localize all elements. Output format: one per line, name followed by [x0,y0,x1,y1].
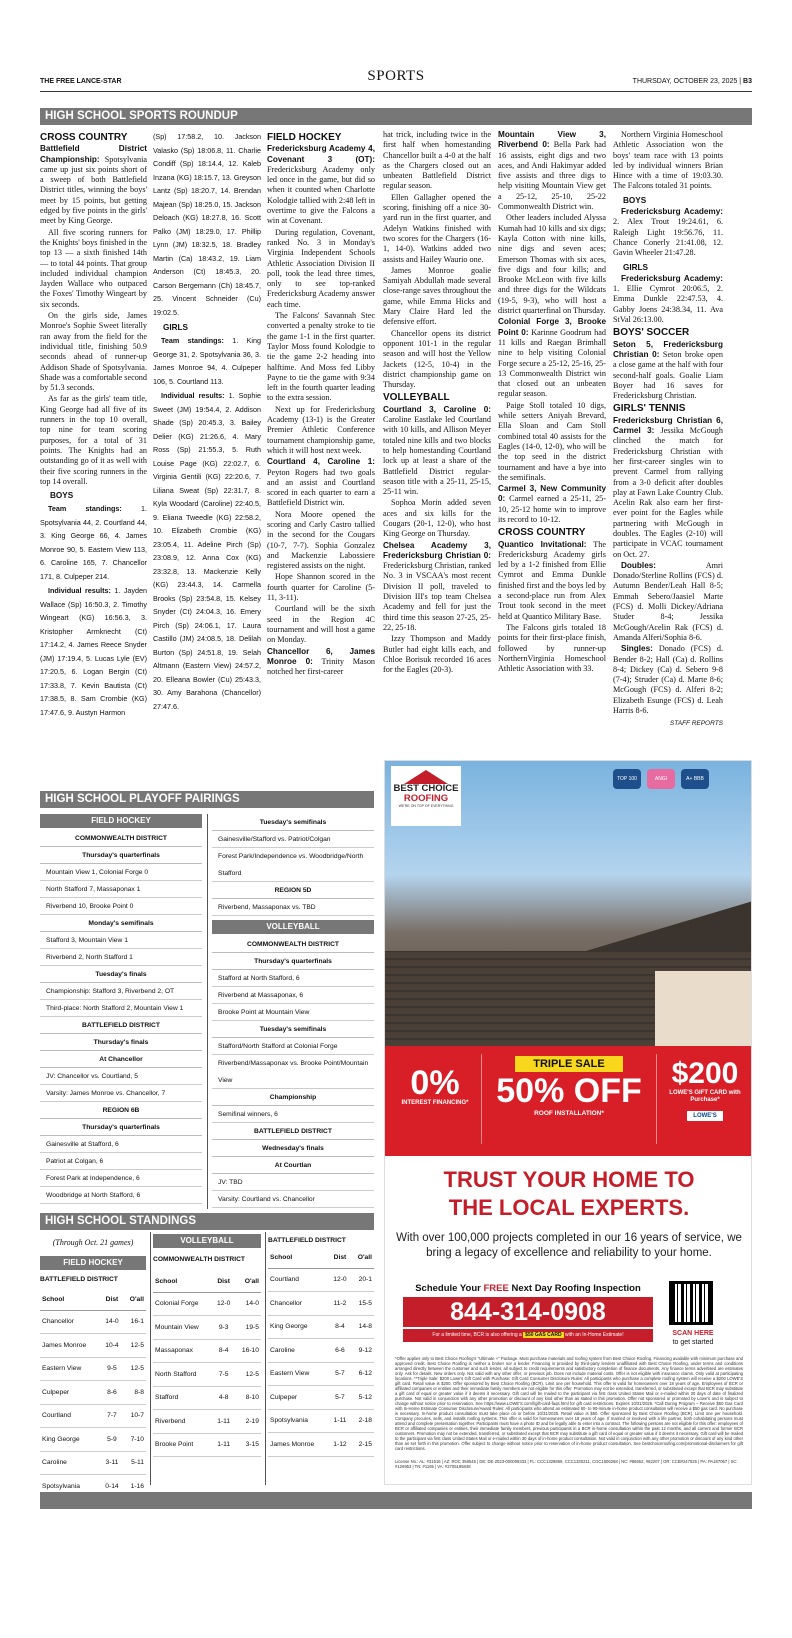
table-row [153,1433,261,1457]
paragraph: Izzy Thompson and Maddy Butler had eight kills each, and Chloe Borisuk recorded 16 aces for the Eagles (20-3). [383,634,491,675]
best-choice-logo [391,766,461,826]
overall-cell: 5-12 [351,1386,374,1410]
paragraph: Battlefield District Championship: Spotsylvania came up just six points short of a sweep of both Battlefield District titles, winning the boys' meet by 15 points, but getting edged by five points in the girls' meet by King George. [40,144,147,226]
school-cell: Culpeper [40,1381,101,1405]
table-row [40,1428,146,1452]
overall-cell: 12-5 [123,1357,146,1381]
dist-cell: 5-9 [101,1428,123,1452]
pairing: North Stafford 7, Massaponax 1 [40,881,202,898]
table-row [40,1404,146,1428]
round-header: Championship [212,1089,374,1106]
district-header: COMMONWEALTH DISTRICT [153,1256,246,1263]
round-header: Thursday's quarterfinals [212,953,374,970]
col-school: School [153,1272,213,1292]
paragraph: Mountain View 3, Riverbend 0: Bella Park had 16 assists, eight digs and two aces, and Andi Hakimyar added five assists and three digs to help visiting Mountain View get a 25-12, 25-10, 25-22 Commonwealth District win. [498,130,606,212]
col-school: School [268,1248,329,1268]
col-dist: Dist [329,1248,351,1268]
table-row [153,1316,261,1340]
date: THURSDAY, OCTOBER 23, 2025 [632,78,738,85]
bbb-badge-icon: A+ BBB [681,769,709,789]
headline-line: THE LOCAL EXPERTS. [448,1195,690,1220]
school-cell: Spotsylvania [40,1475,101,1499]
dist-cell: 4-8 [213,1386,235,1410]
paragraph: On the girls side, James Monroe's Sophie Sweet literally ran away from the field for the individual title, finishing 50.9 seconds ahead of runner-up Addison Shade of Spotsylvania. Shade was a comfortable second by 51.3 seconds. [40,311,147,393]
district-header: BATTLEFIELD DISTRICT [212,1123,374,1140]
round-header: Wednesday's finals [212,1140,374,1157]
paragraph: As far as the girls' team title, King George had all five of its runners in the top 10 overall, top nine for team scoring purposes, for a total of 31 points. The Knights had an outstanding go of it as well with their five scoring runners in the top 14 overall. [40,394,147,486]
paragraph: Paige Stoll totaled 10 digs, while setters Aniyah Brevard, Ella Sloan and Cam Stoll combined total 40 assists for the Eagles (14-0, 12-0), who will be the top seed in the district tournament and have a bye into the semifinals. [498,400,606,482]
lowes-logo: LOWE'S [687,1111,722,1121]
district-header: COMMONWEALTH DISTRICT [40,830,202,847]
round-header: Monday's semifinals [40,915,202,932]
paragraph: Singles: Donado (FCS) d. Bender 8-2; Hall (Ca) d. Rollins 8-4; Dickey (Ca) d. Sebero 9-8 (7-4); Struder (Ca) d. Marte 8-6; McGough (FCS) d. Alferi 8-2; Elizabeth Esunge (FCS) d. Leah Harris 8-6. [613,644,723,716]
paragraph: Courtland 4, Caroline 1: Peyton Rogers had two goals and an assist and Courtland scored in each quarter to earn a Battlefield District win. [267,457,375,508]
school-cell: King George [268,1315,329,1339]
school-cell: Colonial Forge [153,1292,213,1316]
masthead [40,68,752,88]
school-cell: Eastern View [40,1357,101,1381]
playoffs-banner: HIGH SCHOOL PLAYOFF PAIRINGS [40,791,374,808]
school-cell: King George [40,1428,101,1452]
sport-header: FIELD HOCKEY [40,1256,146,1270]
overall-cell: 8-10 [235,1386,261,1410]
paragraph: Chancellor 6, James Monroe 0: Trinity Mason notched her first-career [267,646,375,677]
col-overall: O'all [123,1290,146,1310]
pairing: Riverbend 2, North Stafford 1 [40,949,202,966]
site-header: At Chancellor [40,1051,202,1068]
paragraph: Fredericksburg Academy: 2. Alex Trout 19:24.61, 6. Raleigh Light 19:56.76, 11. Chance Conerly 21:41.08, 12. Gavin Wheeler 21:47.28. [613,207,723,258]
paragraph: Seton 5, Fredericksburg Christian 0: Seton broke open a close game at the half with four second-half goals. Goalie Liam Boyer had 16 saves for Fredericksburg Christian. [613,339,723,401]
standings-banner: HIGH SCHOOL STANDINGS [40,1213,374,1230]
overall-cell: 12-5 [123,1334,146,1358]
paragraph: Colonial Forge 3, Brooke Point 0: Karinne Goodrum had 11 kills and Raegan Brimhall nine to help visiting Colonial Forge secure a 25-12, 25-16, 25-13 Commonwealth District win that closed out an unbeaten regular season. [498,317,606,399]
paragraph: Courtland 3, Caroline 0: Caroline Eastlake led Courtland with 10 kills, and Allison Meyer totaled nine kills and two blocks to help homestanding Courtland lock up at least a share of the Battlefield District regular-season title with a 25-11, 25-15, 25-11 win. [383,404,491,497]
school-cell: Eastern View [268,1362,329,1386]
pairing: Gainesville at Stafford, 6 [40,1136,202,1153]
table-row [40,1357,146,1381]
paragraph: Ellen Gallagher opened the scoring, finishing off a nice 30-yard run in the first quarter, and Adelyn Watkins finished with two scores for the Chargers (16-1, 14-0). Watkins added two assists and Hailey Waurio one. [383,192,491,264]
dist-cell: 8-4 [213,1339,235,1363]
roundup-col-2 [153,130,261,770]
gift-card-label: LOWE'S GIFT CARD with Purchase* [669,1090,741,1103]
site-header: At Courtlan [212,1157,374,1174]
offer-band [385,1046,752,1156]
pairing: Varsity: Courtland vs. Chancellor [212,1191,374,1208]
dist-cell: 14-0 [101,1310,123,1334]
overall-cell: 8-8 [123,1381,146,1405]
overall-cell: 14-8 [351,1315,374,1339]
license-numbers: License No.: AL: #31516 | AZ: ROC 358545 | DE: DE-2023-000009333 | FL: CCC1329859, CCC1330211, CGC1506268 | NC: #86552, #82207 | OR: CCB#247525 | PA: PA187067 | SC: #126953 | TN: #1165 | VA: #2705195848 [395,1459,738,1469]
district-header: BATTLEFIELD DISTRICT [40,1276,118,1283]
paragraph: Fredericksburg Academy: 1. Ellie Cymrot 20:06.5, 2. Emma Dunkle 22:47.53, 4. Gabby Joens 24:38.34, 11. Ava StVal 26:13.00. [613,273,723,325]
house-wall [655,971,752,1046]
logo-tagline: WE'RE ON TOP OF EVERYTHING [398,804,454,808]
school-cell: North Stafford [153,1363,213,1387]
page-number: B3 [743,78,752,85]
pairing: Riverbend, Massaponax vs. TBD [212,899,374,916]
region-header: REGION 5D [212,882,374,899]
discount-label: ROOF INSTALLATION* [534,1110,604,1117]
qr-code-icon[interactable] [669,1281,713,1325]
paragraph: All five scoring runners for the Knights' boys finished in the top 13 — a sixth finished 14th — to total 44 points. That group included individual champion Jayden Wallace who outpaced the Foxes' Timothy Wingeart by six seconds. [40,227,147,309]
table-row [153,1363,261,1387]
pairing: Mountain View 1, Colonial Forge 0 [40,864,202,881]
overall-cell: 19-5 [235,1316,261,1340]
paragraph: Fredericksburg Academy 4, Covenant 3 (OT): Fredericksburg Academy only led once in the game, but did so when it counted when Charlotte Kolodgie tallied with 2:48 left in overtime to give the Falcons a win at Covenant. [267,144,375,226]
headline-line: TRUST YOUR HOME TO [443,1167,695,1192]
standings-fh [40,1234,146,1499]
paragraph: Fredericksburg Christian 6, Carmel 3: Jessika McGough clinched the match for Fredericksburg Christian with her first-career singles win to prevent Carmel from rallying from a 3-0 deficit after doubles play at Fawn Lake Country Club. Acelin Rak also earn her first-ever point for the Eagles while partnering with McGough in doubles. The Eagles (2-10) will participate in VCAC tournament on Oct. 27. [613,415,723,559]
dist-cell: 10-4 [101,1334,123,1358]
discount-offer [481,1054,657,1144]
col-school: School [40,1290,101,1310]
results: (Sp) 17:58.2, 10. Jackson Valasko (Sp) 18:06.8, 11. Charlie Condiff (Sp) 18:14.4, 12. Kaleb Inzana (KG) 18:15.7, 13. Greyson Lantz (Sp) 18:20.7, 14. Brendan Majean (Sp) 18:25.0, 15. Jackson Deloach (KG) 18:27.8, 16. Scott Palko (JM) 18:29.0, 17. Phillip Lynn (JM) 18:32.5, 18. Bradley Martin (Ca) 18:43.2, 19. Liam Anderson (Ct) 18:45.3, 20. Carson Bergemann (Ch) 18:45.7, 25. Vincent Schneider (Cu) 19:02.5. [153,132,261,317]
table-row [153,1410,261,1434]
discount-percent: 50% OFF [496,1072,642,1110]
ad-subhead: With over 100,000 projects completed in our 16 years of service, we bring a legacy of excellence and reliability to your home. [396,1232,742,1259]
dist-cell: 1-11 [329,1409,351,1433]
pairing: Stafford at North Stafford, 6 [212,970,374,987]
paragraph: The Falcons girls totaled 18 points for their first-place finish, followed by runner-up NorthernVirginia Homeschool Athletic Association with 33. [498,622,606,674]
date-page: THURSDAY, OCTOBER 23, 2025 | B3 [632,78,752,85]
pairing: JV: Chancellor vs. Courtland, 5 [40,1068,202,1085]
gas-card-bar: For a limited time, BCR is also offering a $50 GAS CARD with an In-Home Estimate! [403,1329,653,1342]
school-cell: Massaponax [153,1339,213,1363]
pairing: Stafford 3, Mountain View 1 [40,932,202,949]
pairing: Semifinal winners, 6 [212,1106,374,1123]
schedule-line: Schedule Your FREE Next Day Roofing Inspection [415,1283,641,1294]
pairing: Riverbend at Massaponax, 6 [212,987,374,1004]
standings-table [268,1248,374,1457]
staff-reports: STAFF REPORTS [669,720,723,728]
subhead: BOYS [623,195,647,205]
standings-table [153,1272,261,1457]
logo-text: ROOFING [403,793,449,804]
subhead: GIRLS [623,262,649,272]
paragraph: Sophoa Morin added seven aces and six kills for the Cougars (20-1, 12-0), who host King George on Thursday. [383,498,491,539]
results: Individual results: 1. Jayden Wallace (Sp) 16:50.3, 2. Timothy Wingeart (KG) 16:56.3, 3. Kristopher Armknecht (Ct) 17:14.2, 4. James Reece Snyder (JM) 17:19.4, 5. Lucas Lyle (EV) 17:20.5, 6. Logan Bergin (Ct) 17:33.8, 7. Kevin Bautista (Ct) 17:38.5, 8. Sam Crombie (KG) 17:47.6, 9. Austyn Harmon [40,586,147,717]
roundup-col-1 [40,130,147,770]
school-cell: Chancellor [40,1310,101,1334]
gift-card-amount: $200 [671,1057,739,1090]
dist-cell: 1-11 [213,1433,235,1457]
overall-cell: 9-12 [351,1339,374,1363]
round-header: Tuesday's finals [40,966,202,983]
pairing: Forest Park at Independence, 6 [40,1170,202,1187]
table-row [268,1433,374,1457]
section-heading: GIRLS' TENNIS [613,403,686,415]
standings-note: (Through Oct. 21 games) [52,1238,134,1247]
school-cell: Spotsylvania [268,1409,329,1433]
school-cell: Courtland [268,1268,329,1292]
table-row [40,1334,146,1358]
roundup-col-6 [613,130,723,770]
region-header: REGION 6B [40,1102,202,1119]
overall-cell: 3-15 [235,1433,261,1457]
paper-name: THE FREE LANCE-STAR [40,78,122,85]
school-cell: James Monroe [40,1334,101,1358]
scan-label: SCAN HERE [672,1330,714,1337]
gift-card-offer [661,1058,749,1122]
overall-cell: 20-1 [351,1268,374,1292]
section-title: SPORTS [367,68,425,84]
column-divider [207,814,208,1209]
logo-text: BEST CHOICE [393,783,459,794]
pairing: Forest Park/Independence vs. Woodbridge/North Stafford [212,848,374,882]
table-row [268,1409,374,1433]
section-heading: FIELD HOCKEY [267,132,342,143]
dist-cell: 6-6 [329,1339,351,1363]
pairing: Gainesville/Stafford vs. Patriot/Colgan [212,831,374,848]
paragraph: Courtland will be the sixth seed in the Region 4C tournament and will host a game on Monday. [267,604,375,645]
bottom-bar [40,1492,752,1509]
paragraph: Chelsea Academy 3, Fredericksburg Christian 0: Fredericksburg Christian, ranked No. 3 in VSCAA's most recent Division II poll, traveled to Division III's top team Chelsea Academy and fell for just the third time this season 27-25, 25-22, 25-18. [383,540,491,632]
overall-cell: 2-18 [351,1409,374,1433]
dist-cell: 1-11 [213,1410,235,1434]
fine-print: *Offer applies only to Best Choice Roofing's "Ultimate +" Package. Must purchase materials and roofing system from Best Choice Roofing. Financing available with minimum purchase and approved credit. Best Choice Roofing is neither a broker nor a lender. Financing is provided by third-party lenders unaffiliated with Best Choice Roofing, under terms and conditions arranged directly between the customer and such lender, all subject to credit requirements and satisfactory completion of finance documents. Any finance terms advertised are estimates only. Ask for details. New orders only. Not valid with any other offer, or previous job. Does not include material costs. Offer is not eligible with insurance claims. Only valid at participating locations. **Triple Sale: $200 Lowe's Gift Card with Purchase: Gift Card Consumer Disclosure Rules: All participants who purchase a complete roofing system will receive a $200 LOWE'S gift card. Retail value is $200. Offer sponsored by Best Choice Roofing (BCR). Limit one per household. This offer is valid for homeowners over 18 years of age. Employees of BCR or affiliated companies or entities and their immediate family members are not eligible for this offer. Promotion may not be extended, transferred, or substituted except that BCR may substitute a gift card of equal or greater value if it deems it necessary. Gift card will be mailed to the participant via first class United States Mail or e-mailed within 30 days of date of finalized purchase. Not valid in conjunction with any other promotion or discount of any kind other than as stated in this promotion. Offer not sponsored or promoted by Lowe's and is subject to change without notice prior to reservation. See https://www.LOWE'S.com/l/gift-card-faqs.html for gift card restrictions. Expires 10/31/2025. *Call During Program – Receive $50 Gas Card with In-Home Estimate Consumer Disclosure/Award Rules: All participants who attend an estimated 60- to 90-minute in-home product consultation will receive a $50 gas card. No purchase is necessary. In-home product consultation must take place on or before 10/31/2025. Retail value is $50. Offer sponsored by Best Choice Roofing (BCR). Limit one per household. Company procures, sells, and installs roofing systems. This offer is valid for homeowners over 18 years of age. If married or involved with a life partner, both cohabitating persons must attend and complete presentation together. Participants must have a photo ID and be legally able to enter into a contract. The following persons are not eligible for this offer: employees of BCR or affiliated companies or entities, their immediate family members, previous participants in a BCR in-home consultation within the past 12 months, and all current and former BCR customers. Promotion may not be extended, transferred, or substituted except that BCR may substitute a gift card of equal or greater value if it deems it necessary. Gift card will be mailed to the participant via first class United States Mail or e-mailed within 30 days of in-home product consultation. Not valid in conjunction with any other promotion or discount of any kind other than as set forth in this promotion. Offer subject to change without notice prior to reservation of in-home product consultation. See bestchoiceroofing.com/promotional-disclaimers for gift card restrictions. [395,1356,743,1451]
top100-badge-icon: TOP 100 [613,769,641,789]
house-photo [385,761,752,1046]
overall-cell: 16-1 [123,1310,146,1334]
masthead-rule [40,91,752,92]
pairing: Championship: Stafford 3, Riverbend 2, OT [40,983,202,1000]
subhead: GIRLS [163,323,189,332]
paragraph: Northern Virginia Homeschool Athletic Association won the boys' team race with 13 points led by individual winners Brian Hince with a time of 19:03.30. The Falcons totaled 31 points. [613,130,723,191]
roundup-banner: HIGH SCHOOL SPORTS ROUNDUP [40,108,752,125]
paragraph: hat trick, including twice in the first half when homestanding Chancellor built a 4-0 at the half as the Chargers closed out an unbeaten Battlefield District regular season. [383,130,491,191]
standings-vb [153,1234,261,1457]
pairing: JV: TBD [212,1174,374,1191]
pairing: Stafford/North Stafford at Colonial Forge [212,1038,374,1055]
dist-cell: 5-7 [329,1386,351,1410]
dist-cell: 8-6 [101,1381,123,1405]
pairings-col-2 [212,814,374,1208]
overall-cell: 5-11 [123,1451,146,1475]
overall-cell: 6-12 [351,1362,374,1386]
roundup-col-3 [267,130,375,770]
results: Team standings: 1. Spotsylvania 44, 2. Courtland 44, 3. King George 66, 4. James Monroe 90, 5. Eastern View 113, 6. Caroline 165, 7. Chancellor 171, 8. Culpeper 214. [40,504,147,581]
dist-cell: 11-2 [329,1292,351,1316]
section-heading: CROSS COUNTRY [498,527,586,539]
school-cell: Culpeper [268,1386,329,1410]
table-row [268,1268,374,1292]
phone-number[interactable]: 844-314-0908 [403,1297,653,1327]
table-row [268,1315,374,1339]
col-overall: O'all [235,1272,261,1292]
pairing: Brooke Point at Mountain View [212,1004,374,1021]
table-row [40,1451,146,1475]
subhead: BOYS [50,491,74,501]
col-dist: Dist [213,1272,235,1292]
school-cell: Caroline [268,1339,329,1363]
roundup-col-5 [498,130,606,770]
section-heading: BOYS' SOCCER [613,327,690,339]
table-row [153,1292,261,1316]
col-overall: O'all [351,1248,374,1268]
school-cell: Riverbend [153,1410,213,1434]
pairing: Woodbridge at North Stafford, 6 [40,1187,202,1204]
school-cell: Courtland [40,1404,101,1428]
paragraph: Hope Shannon scored in the fourth quarter for Caroline (5-11, 3-11). [267,572,375,603]
section-heading: VOLLEYBALL [383,392,450,404]
paragraph: Quantico Invitational: The Fredericksburg Academy girls led by a 1-2 finished from Ellie Cymrot and Emma Dunkle finished first and the boys led by a second-place run from Alex Trout took second in the meet held at Quantico Military Base. [498,539,606,621]
table-row [40,1381,146,1405]
dist-cell: 12-0 [213,1292,235,1316]
paragraph: Next up for Fredericksburg Academy (13-1) is the Greater Premier Athletic Conference tournament championship game, which it will host next week. [267,404,375,455]
school-cell: Caroline [40,1451,101,1475]
overall-cell: 2-19 [235,1410,261,1434]
overall-cell: 12-5 [235,1363,261,1387]
table-row [153,1386,261,1410]
table-row [268,1362,374,1386]
scan-here [657,1329,729,1347]
school-cell: James Monroe [268,1433,329,1457]
paragraph: Nora Moore opened the scoring and Carly Castro tallied in the second for the Cougars (10-7, 7-7). Sophia Gonzalez and Mackenzie Labossiere registered assists on the night. [267,509,375,571]
round-header: Thursday's finals [40,1034,202,1051]
roofing-advertisement[interactable] [384,760,752,1485]
standings-table [40,1290,146,1499]
ad-headline [385,1166,752,1222]
overall-cell: 14-0 [235,1292,261,1316]
district-header: BATTLEFIELD DISTRICT [40,1017,202,1034]
table-row [268,1339,374,1363]
dist-cell: 3-11 [101,1451,123,1475]
dist-cell: 5-7 [329,1362,351,1386]
paragraph: Carmel 3, New Community 0: Carmel earned a 25-11, 25-10, 25-12 home win to improve its record to 10-12. [498,484,606,524]
paragraph: During regulation, Covenant, ranked No. 3 in Monday's Virginia Independent Schools Athletic Association Division II poll, took the lead three times, only to see top-ranked Fredericksburg Academy answer each time. [267,227,375,309]
table-row [268,1292,374,1316]
sport-header: VOLLEYBALL [153,1234,261,1248]
school-cell: Stafford [153,1386,213,1410]
financing-offer [395,1066,475,1107]
column-divider [150,1232,151,1485]
district-header: COMMONWEALTH DISTRICT [212,936,374,953]
dist-cell: 12-0 [329,1268,351,1292]
house-logo-icon [404,770,448,784]
overall-cell: 10-7 [123,1404,146,1428]
school-cell: Mountain View [153,1316,213,1340]
paragraph: Other leaders included Alyssa Kumah had 10 kills and six digs; Kayla Cotton with nine kills, nine digs and seven aces; Emerson Thomas with six aces, five digs and four kills; and Brooke McLeon with five kills and three digs for the Wildcats (19-5, 9-3), who will host a district quarterfinal on Thursday. [498,213,606,316]
results: Individual results: 1. Sophie Sweet (JM) 19:54.4, 2. Addison Shade (Sp) 20:45.3, 3. Bailey Delier (KG) 21:26.6, 4. Mary Ross (Sp) 21:55.3, 5. Ruth Louise Page (KG) 22:02.7, 6. Virginia Gentili (KG) 22:20.6, 7. Liliana Sweat (Sp) 22:31.7, 8. Kyla Woodard (Caroline) 22:40.5, 9. Eliana Tweedle (KG) 22:58.2, 10. Elizabeth Crombie (KG) 23:05.4, 11. Adeline Pirch (Sp) 23:08.9, 12. Anna Cox (KG) 23:32.8, 13. Mackenzie Kelly (KG) 23:44.3, 14. Carmella Brooks (Sp) 23:54.8, 15. Kelsey Snyder (Ct) 24:04.3, 16. Emery Pirch (Sp) 24:06.1, 17. Laura Castillo (JM) 24:08.5, 18. Delilah Burton (Sp) 24:51.8, 19. Selah Altmann (Eastern View) 24:57.2, 20. Elleana Bowler (Cu) 25:43.3, 30. Amy Barahona (Chancellor) 27:47.6. [153,391,261,711]
pairing: Third-place: North Stafford 2, Mountain View 1 [40,1000,202,1017]
results: Team standings: 1. King George 31, 2. Spotsylvania 36, 3. James Monroe 94, 4. Culpeper 106, 5. Courtland 113. [153,336,261,386]
round-header: Tuesday's semifinals [212,814,374,831]
financing-label: INTEREST FINANCING* [401,1100,469,1106]
sport-header: VOLLEYBALL [212,920,374,934]
dist-cell: 9-5 [101,1357,123,1381]
pairing: Varsity: James Monroe vs. Chancellor, 7 [40,1085,202,1102]
paragraph: Doubles: Amri Donado/Sterline Rollins (FCS) d. Autumn Bender/Leah Hall 8-5; Emmah Sebero/Jaasiel Marte (FCS) d. Molli Dickey/Adriana Studer 8-4; Jessika McGough/Acelin Rak (FCS) d. Amanda Alferi/Sophia 8-6. [613,560,723,642]
overall-cell: 2-15 [351,1433,374,1457]
column-divider [265,1232,266,1485]
sport-header: FIELD HOCKEY [40,814,202,828]
table-row [268,1386,374,1410]
pairings-col-1 [40,814,202,1204]
school-cell: Chancellor [268,1292,329,1316]
table-row [153,1339,261,1363]
financing-rate: 0% [410,1064,460,1102]
overall-cell: 7-10 [123,1428,146,1452]
dist-cell: 0-14 [101,1475,123,1499]
dist-cell: 1-12 [329,1433,351,1457]
dist-cell: 9-3 [213,1316,235,1340]
pairing: Patriot at Colgan, 6 [40,1153,202,1170]
round-header: Thursday's quarterfinals [40,1119,202,1136]
roundup-col-4 [383,130,491,770]
pairing: Riverbend/Massaponax vs. Brooke Point/Mountain View [212,1055,374,1089]
angi-badge-icon: ANGI [647,769,675,789]
standings-bd [268,1234,374,1457]
scan-sub: to get started [672,1339,714,1346]
overall-cell: 16-10 [235,1339,261,1363]
dist-cell: 7-5 [213,1363,235,1387]
paragraph: James Monroe goalie Samiyah Abdullah made several close-range saves throughout the game, while Emma Hicks and Mary Claire Hard led the defensive effort. [383,265,491,327]
table-row [40,1310,146,1334]
col-dist: Dist [101,1290,123,1310]
round-header: Tuesday's semifinals [212,1021,374,1038]
paragraph: Chancellor opens its district opponent 101-1 in the regular season and will host the Yellow Jackets (12-5, 10-4) in the district championship game on Thursday. [383,328,491,390]
overall-cell: 1-16 [123,1475,146,1499]
paragraph: The Falcons' Savannah Stec converted a penalty stroke to tie the game 1-1 in the first quarter. Taylor Moss found Kolodgie to tie the game 2-2 heading into halftime. And Moss fed Libby Payne to tie the game with 9:34 left in the fourth quarter leading to the extra session. [267,311,375,403]
triple-sale-label: TRIPLE SALE [515,1056,623,1072]
round-header: Thursday's quarterfinals [40,847,202,864]
section-heading: CROSS COUNTRY [40,132,128,143]
dist-cell: 8-4 [329,1315,351,1339]
overall-cell: 15-5 [351,1292,374,1316]
dist-cell: 7-7 [101,1404,123,1428]
district-header: BATTLEFIELD DISTRICT [268,1237,346,1244]
school-cell: Brooke Point [153,1433,213,1457]
pairing: Riverbend 10, Brooke Point 0 [40,898,202,915]
